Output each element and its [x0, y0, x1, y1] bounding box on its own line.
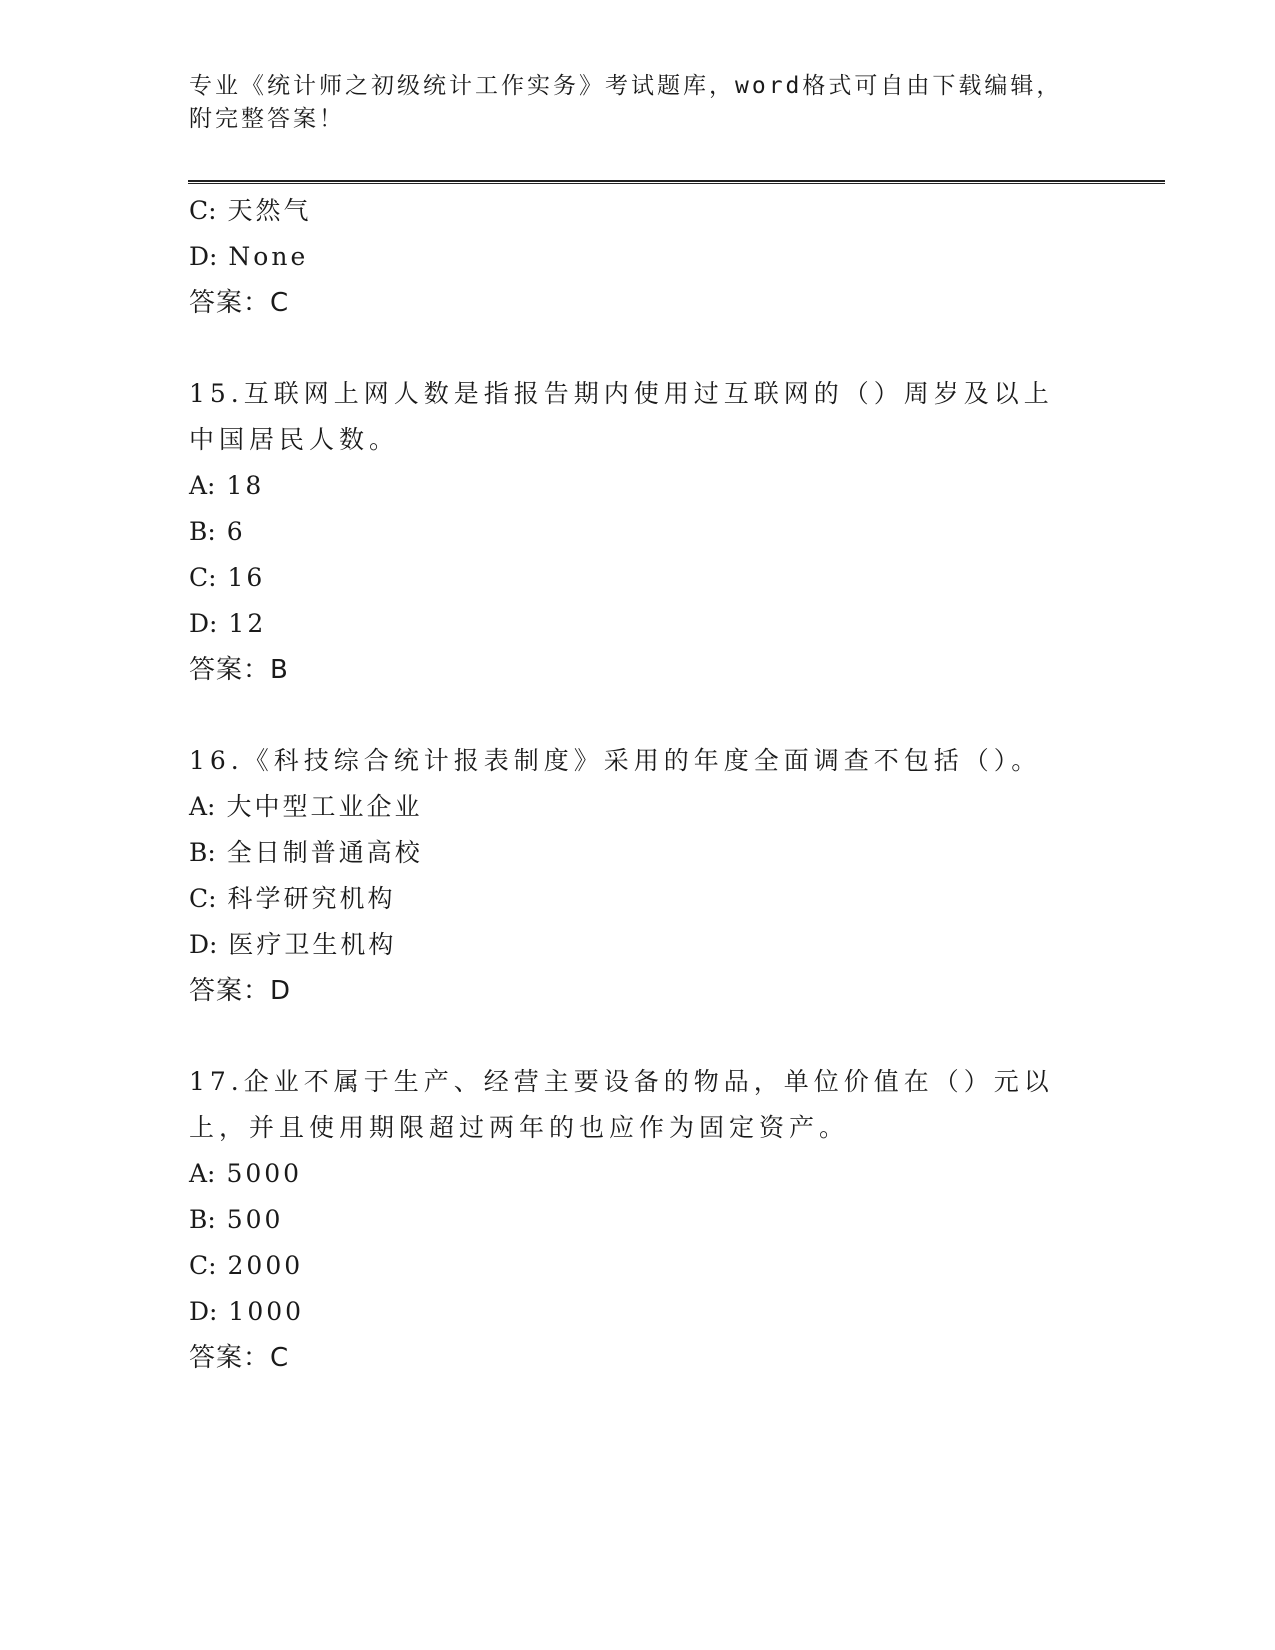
option-d	[189, 922, 1089, 968]
option-text: 12	[228, 609, 267, 638]
option-a	[189, 1151, 1089, 1197]
option-text: 16	[227, 563, 266, 592]
option-label: C:	[189, 1251, 217, 1280]
option-label: D:	[189, 1297, 218, 1326]
question-17	[189, 1059, 1089, 1381]
option-c	[189, 188, 1089, 234]
answer: 答案：B	[189, 655, 289, 685]
option-text: 医疗卫生机构	[228, 930, 397, 959]
header-divider	[188, 180, 1165, 184]
question-list	[189, 188, 1089, 1381]
option-text: 2000	[227, 1251, 304, 1280]
option-d	[189, 601, 1089, 647]
option-label: A:	[189, 792, 216, 821]
option-text: 全日制普通高校	[226, 838, 423, 867]
question-stem: 15.互联网上网人数是指报告期内使用过互联网的（）周岁及以上中国居民人数。	[189, 379, 1054, 454]
option-label: A:	[189, 471, 216, 500]
question-stem: 17.企业不属于生产、经营主要设备的物品，单位价值在（）元以上，并且使用期限超过两年的也应作为固定资产。	[189, 1067, 1054, 1142]
option-label: D:	[189, 930, 218, 959]
option-d	[189, 1289, 1089, 1335]
option-label: B:	[189, 1205, 216, 1234]
option-text: 科学研究机构	[227, 884, 396, 913]
option-label: C:	[189, 884, 217, 913]
answer: 答案：C	[189, 288, 290, 318]
option-c	[189, 555, 1089, 601]
option-label: B:	[189, 517, 216, 546]
option-c	[189, 876, 1089, 922]
option-text: 天然气	[227, 196, 312, 225]
option-label: C:	[189, 563, 217, 592]
option-a	[189, 784, 1089, 830]
option-label: C:	[189, 196, 217, 225]
option-text: None	[228, 242, 309, 271]
option-text: 1000	[228, 1297, 305, 1326]
option-c	[189, 1243, 1089, 1289]
option-b	[189, 1197, 1089, 1243]
option-label: B:	[189, 838, 216, 867]
option-text: 6	[226, 517, 246, 546]
question-fragment	[189, 188, 1089, 326]
option-a	[189, 463, 1089, 509]
option-text: 500	[226, 1205, 284, 1234]
option-label: D:	[189, 609, 218, 638]
option-b	[189, 509, 1089, 555]
option-text: 18	[226, 471, 265, 500]
answer: 答案：C	[189, 1343, 290, 1373]
option-text: 5000	[226, 1159, 303, 1188]
question-16	[189, 738, 1089, 1014]
question-15	[189, 371, 1089, 693]
question-stem: 16.《科技综合统计报表制度》采用的年度全面调查不包括（）。	[189, 746, 1042, 775]
option-d	[189, 234, 1089, 280]
option-label: A:	[189, 1159, 216, 1188]
option-label: D:	[189, 242, 218, 271]
option-b	[189, 830, 1089, 876]
option-text: 大中型工业企业	[226, 792, 423, 821]
answer: 答案：D	[189, 976, 292, 1006]
page-header: 专业《统计师之初级统计工作实务》考试题库，word格式可自由下载编辑，附完整答案！	[189, 73, 1063, 132]
